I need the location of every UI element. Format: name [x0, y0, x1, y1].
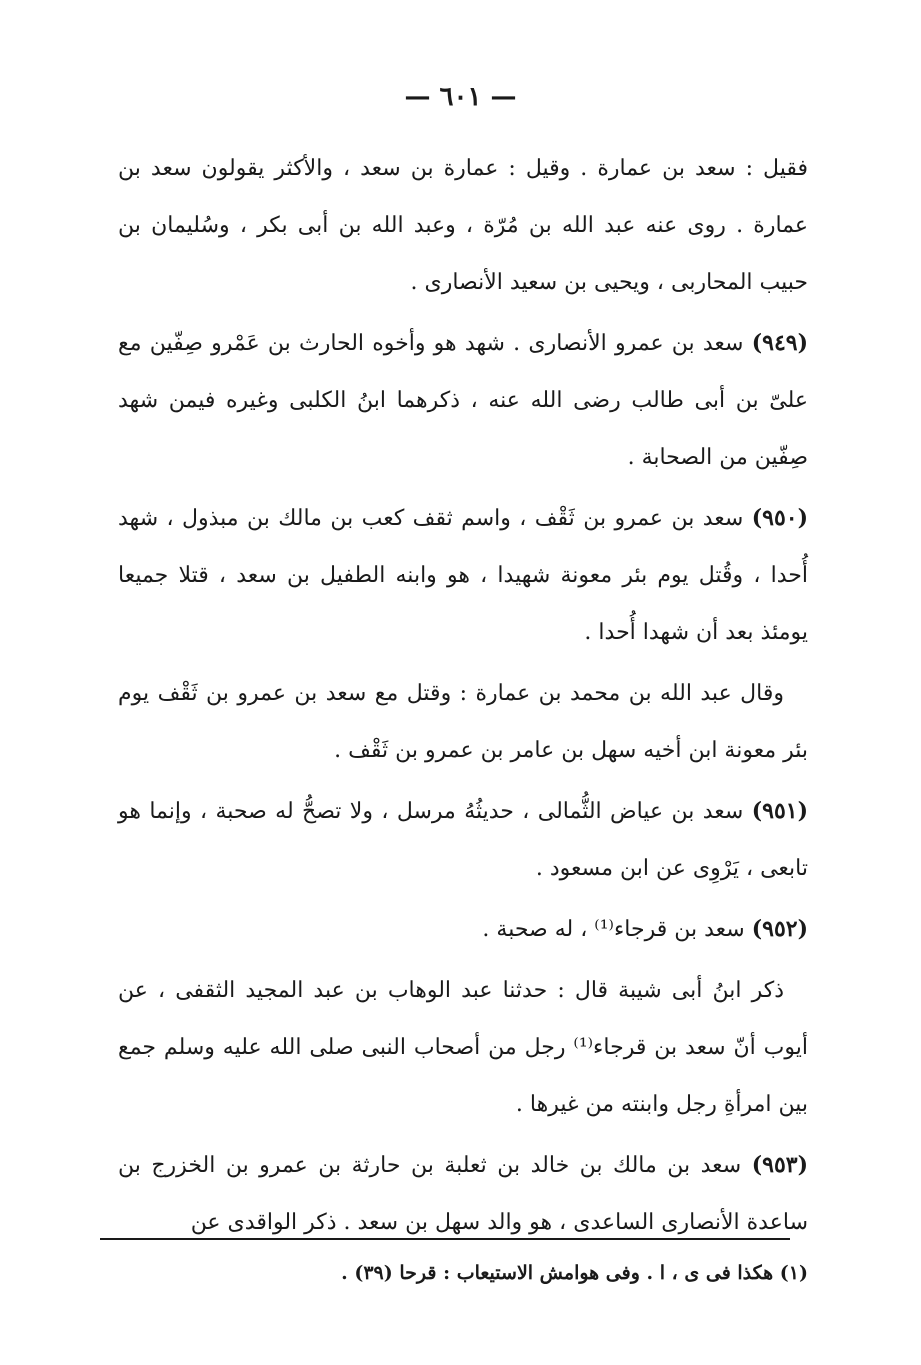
entry-953-number: (٩٥٣)	[751, 1152, 808, 1178]
paragraph-952-note	[118, 962, 808, 1133]
entry-953-text: سعد بن مالك بن خالد بن ثعلبة بن حارثة بن عمرو بن الخزرج بن ساعدة الأنصارى الساعدى ، هو والد سهل بن سعد . ذكر الواقدى عن	[118, 1153, 808, 1235]
entry-952-text: سعد بن قرجاء⁽¹⁾ ، له صحبة .	[482, 917, 752, 942]
entry-949-text: سعد بن عمرو الأنصارى . شهد هو وأخوه الحارث بن عَمْرو صِفّين مع علىّ بن أبى طالب رضى الله عنه ، ذكرهما ابنُ الكلبى وغيره فيمن شهد صِفّين من الصحابة .	[118, 331, 808, 470]
main-text	[118, 140, 808, 1255]
entry-951	[118, 783, 808, 897]
entry-950-number: (٩٥٠)	[751, 505, 808, 531]
entry-953	[118, 1137, 808, 1251]
entry-950	[118, 490, 808, 661]
paragraph-950-note-text: وقال عبد الله بن محمد بن عمارة : وقتل مع سعد بن عمرو بن ثَقْف يوم بئر معونة ابن أخيه سهل بن عامر بن عمرو بن ثَقْف .	[118, 681, 808, 763]
footnote: (١) هكذا فى ى ، ا . وفى هوامش الاستيعاب : قرحا (٣٩) .	[341, 1262, 808, 1284]
entry-949	[118, 315, 808, 486]
paragraph-952-note-text: ذكر ابنُ أبى شيبة قال : حدثنا عبد الوهاب بن عبد المجيد الثقفى ، عن أيوب أنّ سعد بن قرجاء⁽¹⁾ رجل من أصحاب النبى صلى الله عليه وسلم جمع بين امرأةِ رجل وابنته من غيرها .	[118, 978, 808, 1117]
entry-952-number: (٩٥٢)	[751, 916, 808, 942]
paragraph-950-note	[118, 665, 808, 779]
paragraph-1	[118, 140, 808, 311]
entry-951-text: سعد بن عياض الثُّمالى ، حديثُهُ مرسل ، ولا تصحُّ له صحبة ، وإنما هو تابعى ، يَرْوِى عن ابن مسعود .	[118, 799, 808, 881]
entry-952	[118, 901, 808, 958]
page-number: — ٦٠١ —	[404, 82, 517, 112]
entry-951-number: (٩٥١)	[751, 798, 808, 824]
footnote-divider	[100, 1238, 790, 1240]
entry-949-number: (٩٤٩)	[751, 330, 808, 356]
entry-950-text: سعد بن عمرو بن ثَقْف ، واسم ثقف كعب بن مالك بن مبذول ، شهد أُحدا ، وقُتل يوم بئر معونة شهيدا ، هو وابنه الطفيل بن سعد ، قتلا جميعا يومئذ بعد أن شهدا أُحدا .	[118, 506, 808, 645]
paragraph-1-text: فقيل : سعد بن عمارة . وقيل : عمارة بن سعد ، والأكثر يقولون سعد بن عمارة . روى عنه عبد الله بن مُرّة ، وعبد الله بن أبى بكر ، وسُليمان بن حبيب المحاربى ، ويحيى بن سعيد الأنصارى .	[118, 156, 808, 295]
